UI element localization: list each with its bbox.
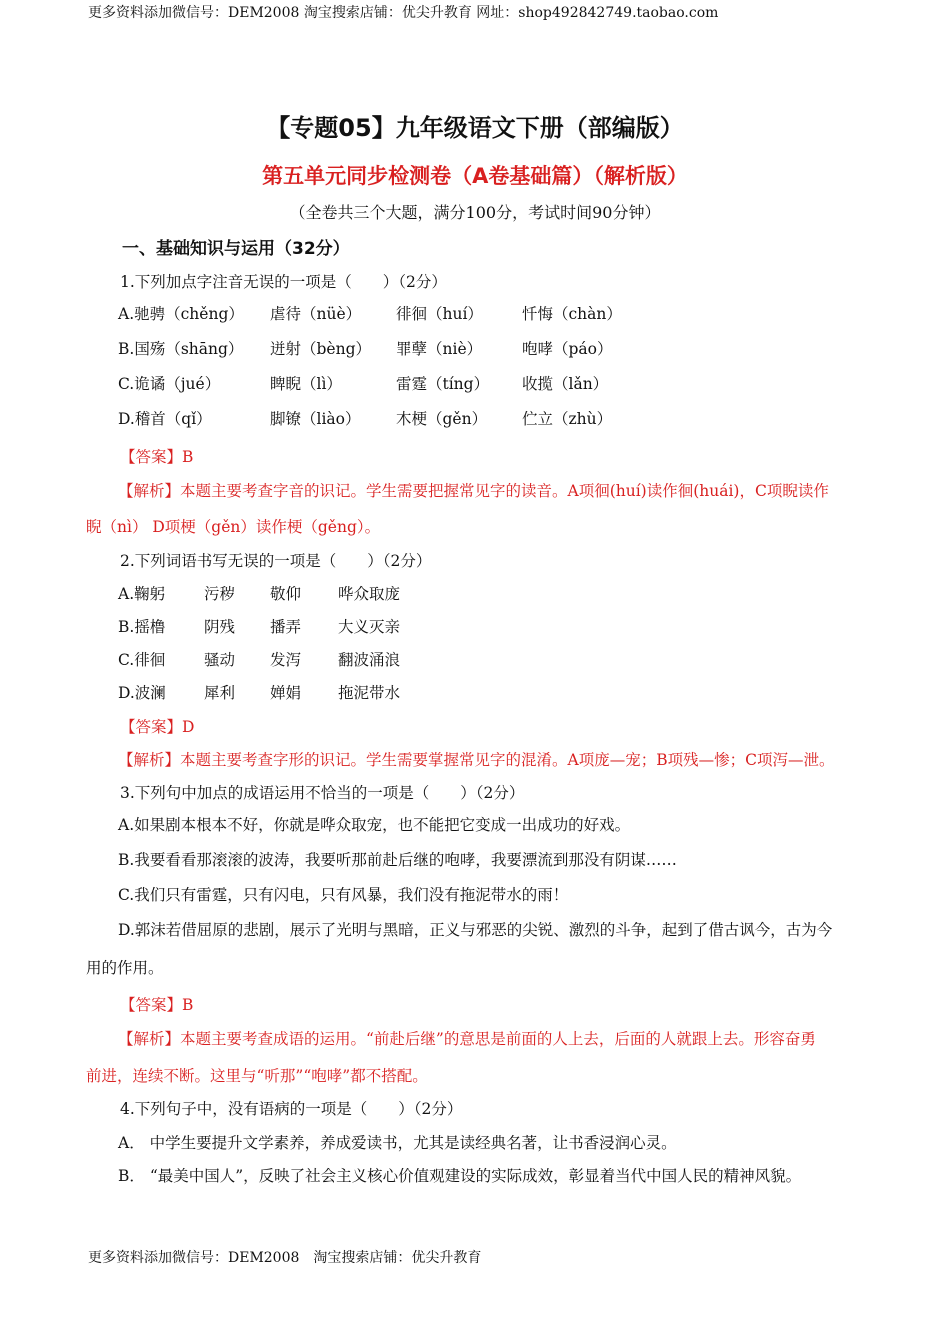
q2-answer: 【答案】D — [120, 718, 195, 736]
q4-option-b: B． “最美中国人”，反映了社会主义核心价值观建设的实际成效，彰显着当代中国人民的精神风貌。 — [118, 1167, 802, 1185]
q1-stem: 1.下列加点字注音无误的一项是（ ）（2分） — [120, 273, 447, 291]
page-footer: 更多资料添加微信号：DEM2008 淘宝搜索店铺：优尖升教育 — [88, 1250, 482, 1266]
document-title: 【专题05】九年级语文下册（部编版） — [266, 114, 684, 142]
q4-stem: 4.下列句子中，没有语病的一项是（ ）（2分） — [120, 1100, 463, 1118]
q2-stem: 2.下列词语书写无误的一项是（ ）（2分） — [120, 552, 432, 570]
exam-note: （全卷共三个大题，满分100分，考试时间90分钟） — [289, 203, 661, 222]
q2-analysis: 【解析】本题主要考查字形的识记。学生需要掌握常见字的混淆。A项庞—宠；B项残—惨；C项泻—泄。 — [118, 751, 835, 769]
q1-analysis-line2: 睨（nì） D项梗（gěn）读作梗（gěng）。 — [86, 518, 381, 536]
q3-option-c: C.我们只有雷霆，只有闪电，只有风暴，我们没有拖泥带水的雨！ — [118, 886, 569, 904]
q3-option-d-line2: 用的作用。 — [86, 959, 164, 977]
q4-option-a: A． 中学生要提升文学素养，养成爱读书，尤其是读经典名著，让书香浸润心灵。 — [118, 1134, 677, 1152]
section-heading: 一、基础知识与运用（32分） — [122, 239, 350, 259]
q3-analysis-line2: 前进，连续不断。这里与“听那”“咆哮”都不搭配。 — [86, 1067, 428, 1085]
document-subtitle: 第五单元同步检测卷（A卷基础篇）（解析版） — [262, 164, 688, 188]
q1-answer: 【答案】B — [120, 448, 194, 466]
q3-option-a: A.如果剧本根本不好，你就是哗众取宠，也不能把它变成一出成功的好戏。 — [118, 816, 631, 834]
page-header: 更多资料添加微信号：DEM2008 淘宝搜索店铺：优尖升教育 网址：shop492842749.taobao.com — [88, 5, 719, 21]
q3-answer: 【答案】B — [120, 996, 194, 1014]
q3-analysis-line1: 【解析】本题主要考查成语的运用。“前赴后继”的意思是前面的人上去，后面的人就跟上去。形容奋勇 — [118, 1030, 816, 1048]
q1-analysis-line1: 【解析】本题主要考查字音的识记。学生需要把握常见字的读音。A项徊(huí)读作徊(huái)，C项睨读作 — [118, 482, 829, 500]
q3-option-b: B.我要看看那滚滚的波涛，我要听那前赴后继的咆哮，我要漂流到那没有阴谋…… — [118, 851, 677, 869]
q3-option-d-line1: D.郭沫若借屈原的悲剧，展示了光明与黑暗，正义与邪恶的尖锐、激烈的斗争，起到了借古讽今，古为今 — [118, 921, 833, 939]
q3-stem: 3.下列句中加点的成语运用不恰当的一项是（ ）（2分） — [120, 784, 525, 802]
